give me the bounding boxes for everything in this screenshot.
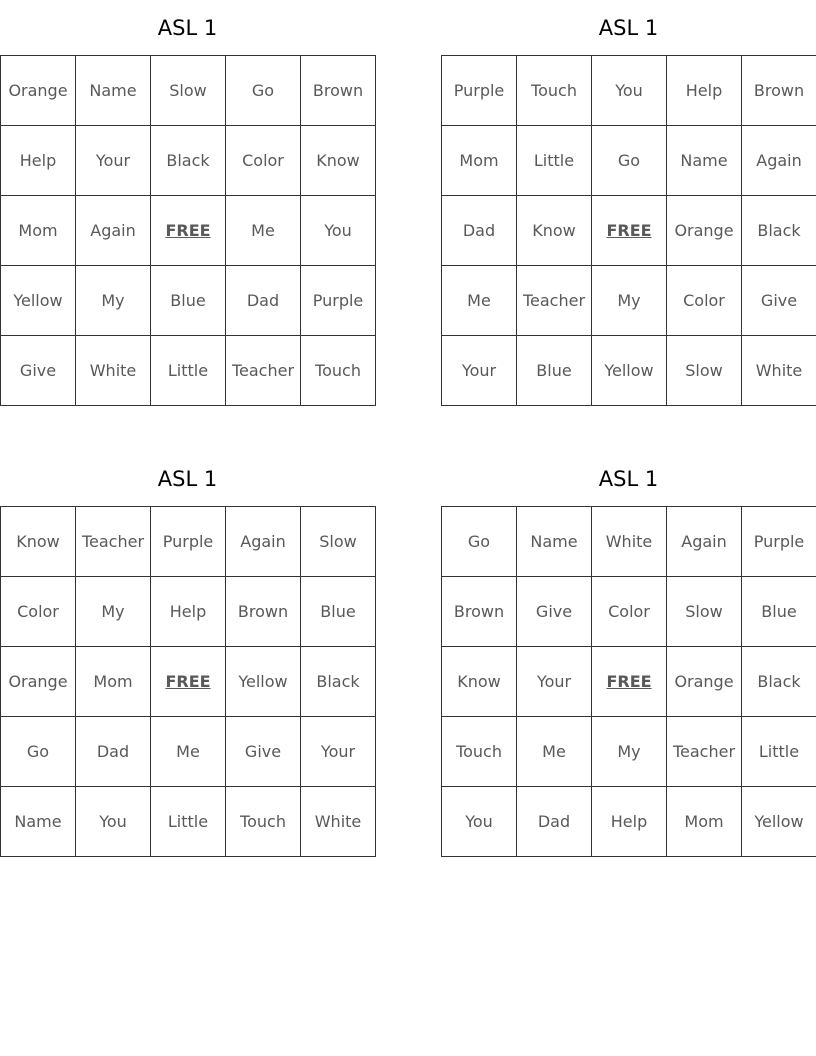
bingo-cell: Yellow	[1, 266, 76, 336]
bingo-cell: My	[76, 266, 151, 336]
bingo-cell: Me	[517, 717, 592, 787]
bingo-cell: Help	[667, 56, 742, 126]
bingo-cell: Know	[1, 507, 76, 577]
grid-row	[1, 266, 376, 336]
grid-row	[442, 577, 816, 647]
bingo-cell: Blue	[742, 577, 816, 647]
bingo-cell: You	[442, 787, 517, 857]
bingo-cell: Touch	[301, 336, 376, 406]
bingo-cell: Me	[442, 266, 517, 336]
bingo-cell: My	[76, 577, 151, 647]
bingo-cell: Orange	[1, 56, 76, 126]
bingo-cell: Slow	[301, 507, 376, 577]
bingo-cell: You	[592, 56, 667, 126]
grid-row	[1, 647, 376, 717]
grid-row	[442, 196, 816, 266]
bingo-cell: Your	[442, 336, 517, 406]
bingo-cell: Color	[667, 266, 742, 336]
bingo-cell: Blue	[517, 336, 592, 406]
bingo-cell: Black	[151, 126, 226, 196]
bingo-card-1	[0, 0, 375, 406]
bingo-cell: Give	[517, 577, 592, 647]
bingo-cell: Again	[76, 196, 151, 266]
bingo-cell: Mom	[76, 647, 151, 717]
bingo-cell: Brown	[442, 577, 517, 647]
bingo-cell: Purple	[742, 507, 816, 577]
bingo-grid	[441, 506, 816, 857]
bingo-cell: Black	[301, 647, 376, 717]
bingo-grid	[0, 55, 376, 406]
bingo-cell: Little	[151, 336, 226, 406]
bingo-card-4	[441, 451, 816, 857]
bingo-cell: Me	[226, 196, 301, 266]
bingo-cell: Brown	[301, 56, 376, 126]
bingo-cell: Again	[667, 507, 742, 577]
bingo-cell: Go	[1, 717, 76, 787]
grid-row	[1, 507, 376, 577]
bingo-cell: Mom	[667, 787, 742, 857]
bingo-cell: Dad	[76, 717, 151, 787]
bingo-cell: Black	[742, 647, 816, 717]
bingo-cell: FREE	[151, 196, 226, 266]
bingo-grid	[441, 55, 816, 406]
bingo-cell: FREE	[151, 647, 226, 717]
bingo-cell: Touch	[226, 787, 301, 857]
bingo-cell: Orange	[1, 647, 76, 717]
grid-row	[442, 647, 816, 717]
card-title: ASL 1	[598, 16, 659, 40]
bingo-cell: White	[301, 787, 376, 857]
grid-row	[1, 196, 376, 266]
bingo-cell: Mom	[1, 196, 76, 266]
bingo-cell: Yellow	[226, 647, 301, 717]
bingo-cell: Brown	[742, 56, 816, 126]
bingo-cell: FREE	[592, 647, 667, 717]
bingo-cell: Me	[151, 717, 226, 787]
bingo-cell: Help	[151, 577, 226, 647]
bingo-cell: Know	[301, 126, 376, 196]
bingo-cell: Slow	[667, 577, 742, 647]
bingo-cell: Purple	[442, 56, 517, 126]
bingo-cell: Give	[742, 266, 816, 336]
bingo-cell: Orange	[667, 647, 742, 717]
bingo-cell: Little	[517, 126, 592, 196]
card-title: ASL 1	[157, 16, 218, 40]
bingo-cell: Dad	[442, 196, 517, 266]
bingo-cell: Know	[442, 647, 517, 717]
grid-row	[442, 787, 816, 857]
bingo-cell: Name	[517, 507, 592, 577]
bingo-cell: Mom	[442, 126, 517, 196]
bingo-cell: Yellow	[592, 336, 667, 406]
bingo-cell: Touch	[442, 717, 517, 787]
bingo-cell: Again	[226, 507, 301, 577]
bingo-card-2	[441, 0, 816, 406]
bingo-cell: Teacher	[226, 336, 301, 406]
bingo-cell: Your	[301, 717, 376, 787]
bingo-cell: Purple	[151, 507, 226, 577]
bingo-cell: Name	[76, 56, 151, 126]
bingo-cell: Touch	[517, 56, 592, 126]
bingo-cell: Help	[1, 126, 76, 196]
bingo-cell: Dad	[226, 266, 301, 336]
card-title: ASL 1	[157, 467, 218, 491]
bingo-cell: Go	[226, 56, 301, 126]
bingo-cell: Purple	[301, 266, 376, 336]
bingo-grid	[0, 506, 376, 857]
bingo-card-3	[0, 451, 375, 857]
bingo-cell: Give	[226, 717, 301, 787]
card-title: ASL 1	[598, 467, 659, 491]
bingo-cell: Give	[1, 336, 76, 406]
grid-row	[442, 56, 816, 126]
bingo-cell: You	[301, 196, 376, 266]
bingo-cell: Your	[76, 126, 151, 196]
grid-row	[1, 787, 376, 857]
bingo-cell: Go	[592, 126, 667, 196]
bingo-cell: FREE	[592, 196, 667, 266]
grid-row	[1, 577, 376, 647]
bingo-cell: White	[592, 507, 667, 577]
bingo-cell: Go	[442, 507, 517, 577]
bingo-cell: Teacher	[667, 717, 742, 787]
grid-row	[1, 126, 376, 196]
grid-row	[1, 56, 376, 126]
bingo-cell: Know	[517, 196, 592, 266]
bingo-cell: My	[592, 717, 667, 787]
bingo-cell: Brown	[226, 577, 301, 647]
bingo-cell: Color	[226, 126, 301, 196]
grid-row	[442, 266, 816, 336]
bingo-cell: Black	[742, 196, 816, 266]
bingo-cell: Teacher	[517, 266, 592, 336]
bingo-cell: Slow	[667, 336, 742, 406]
bingo-cell: White	[742, 336, 816, 406]
bingo-cell: My	[592, 266, 667, 336]
bingo-cell: Orange	[667, 196, 742, 266]
bingo-cell: Yellow	[742, 787, 816, 857]
bingo-cell: Name	[1, 787, 76, 857]
bingo-cell: Color	[1, 577, 76, 647]
bingo-cell: You	[76, 787, 151, 857]
bingo-cell: Dad	[517, 787, 592, 857]
bingo-cell: Color	[592, 577, 667, 647]
grid-row	[1, 717, 376, 787]
grid-row	[442, 717, 816, 787]
bingo-cell: Your	[517, 647, 592, 717]
bingo-cell: Teacher	[76, 507, 151, 577]
bingo-cell: Little	[151, 787, 226, 857]
bingo-cell: White	[76, 336, 151, 406]
grid-row	[442, 126, 816, 196]
bingo-cell: Blue	[301, 577, 376, 647]
bingo-cell: Name	[667, 126, 742, 196]
grid-row	[442, 336, 816, 406]
bingo-cell: Help	[592, 787, 667, 857]
grid-row	[442, 507, 816, 577]
bingo-cell: Little	[742, 717, 816, 787]
bingo-cell: Slow	[151, 56, 226, 126]
bingo-cell: Blue	[151, 266, 226, 336]
bingo-cell: Again	[742, 126, 816, 196]
grid-row	[1, 336, 376, 406]
